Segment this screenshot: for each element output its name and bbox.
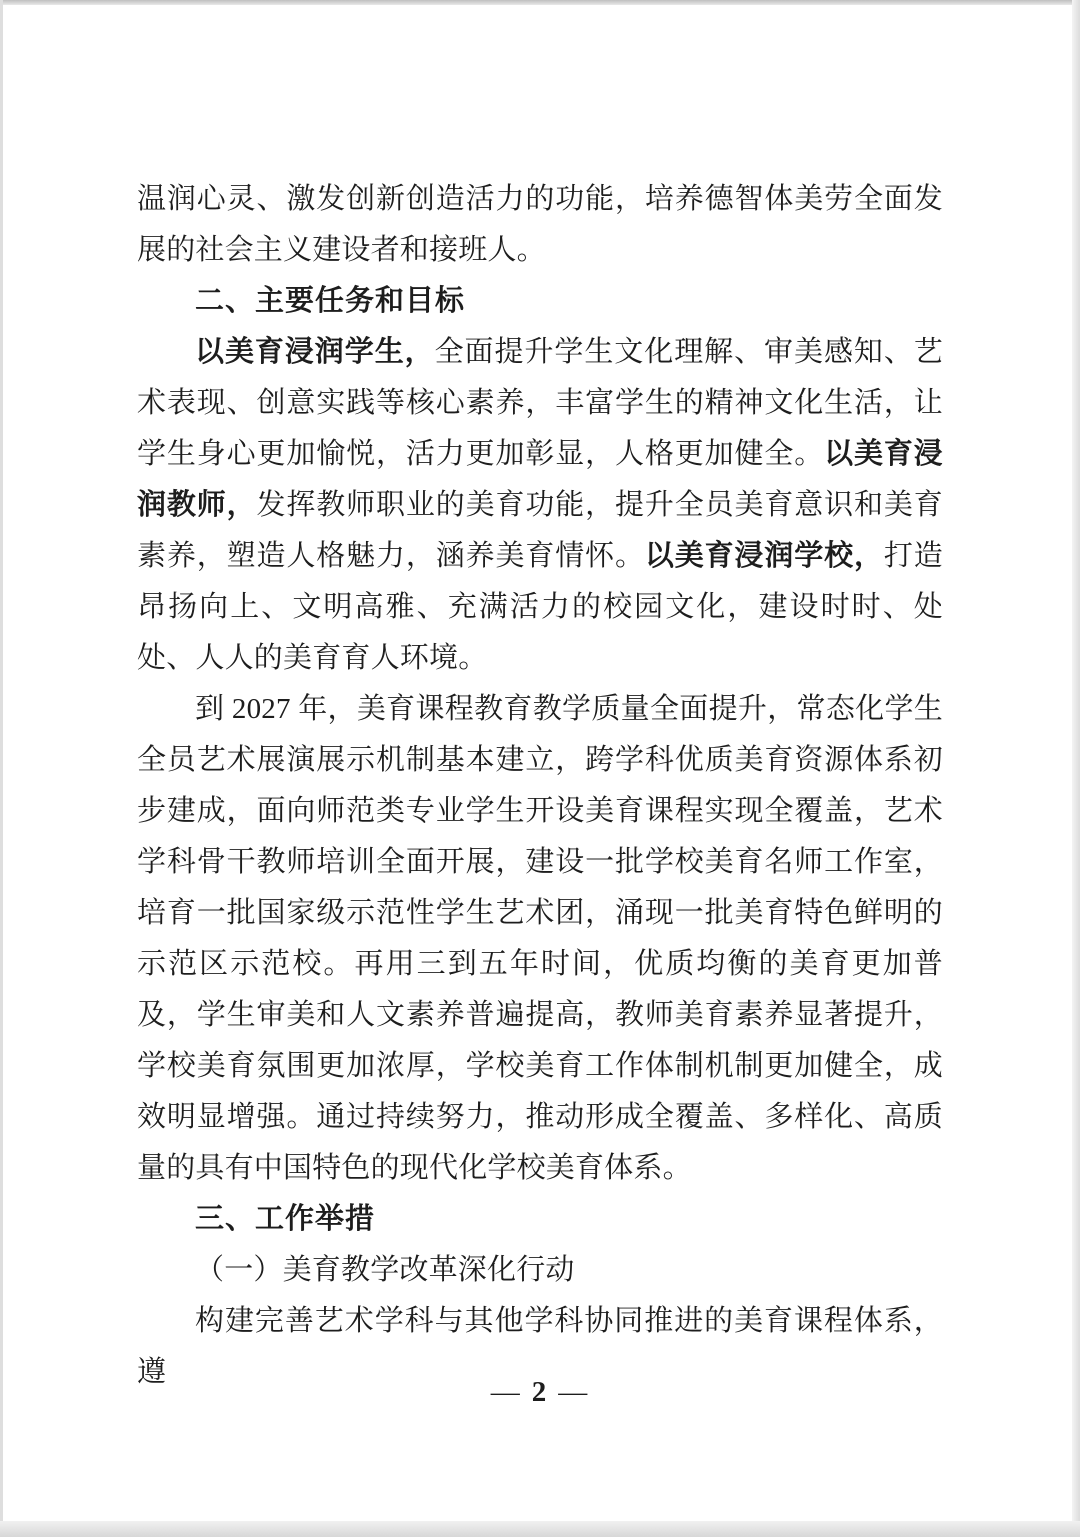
text-segment-schools: 打造昂扬向上、文明高雅、充满活力的校园文化，建设时时、处处、人人的美育育人环境。 [137, 540, 943, 674]
scan-edge-top [0, 0, 1080, 5]
text-segment-teachers: 发挥教师职业的美育功能，提升全员美育意识和美育素养，塑造人格魅力，涵养美育情怀。 [137, 489, 943, 572]
paragraph-main-tasks [137, 327, 943, 684]
body-text [137, 174, 943, 1398]
bold-phrase-schools: 以美育浸润学校， [644, 540, 884, 572]
footer-dash-right: — [558, 1376, 590, 1408]
sub-heading-action-1: （一）美育教学改革深化行动 [195, 1254, 575, 1286]
section-heading-2: 二、主要任务和目标 [195, 285, 466, 317]
footer-dash-left: — [490, 1376, 522, 1408]
paragraph-2027-goals: 到 2027 年，美育课程教育教学质量全面提升，常态化学生全员艺术展演展示机制基本建立，跨学科优质美育资源体系初步建成，面向师范类专业学生开设美育课程实现全覆盖，艺术学科骨干教师培训全面开展，建设一批学校美育名师工作室，培育一批国家级示范性学生艺术团，涌现一批美育特色鲜明的示范区示范校。再用三到五年时间，优质均衡的美育更加普及，学生审美和人文素养普遍提高，教师美育素养显著提升，学校美育氛围更加浓厚，学校美育工作体制机制更加健全，成效明显增强。通过持续努力，推动形成全覆盖、多样化、高质量的具有中国特色的现代化学校美育体系。 [137, 693, 943, 1184]
footer-page-number: 2 [531, 1376, 549, 1408]
section-heading-3: 三、工作举措 [195, 1203, 376, 1235]
scan-edge-left [0, 0, 3, 1537]
bold-phrase-teachers: 以美育浸润教师， [137, 438, 943, 521]
page-number-footer [0, 1372, 1080, 1412]
text-segment-students: 全面提升学生文化理解、审美感知、艺术表现、创意实践等核心素养，丰富学生的精神文化生活，让学生身心更加愉悦，活力更加彰显，人格更加健全。 [137, 336, 943, 470]
scan-edge-bottom [0, 1521, 1080, 1537]
paragraph-curriculum-partial: 构建完善艺术学科与其他学科协同推进的美育课程体系，遵 [137, 1305, 943, 1388]
paragraph-intro-continuation: 温润心灵、激发创新创造活力的功能，培养德智体美劳全面发展的社会主义建设者和接班人。 [137, 183, 943, 266]
scan-edge-right [1072, 0, 1080, 1537]
bold-phrase-students: 以美育浸润学生， [195, 336, 435, 368]
